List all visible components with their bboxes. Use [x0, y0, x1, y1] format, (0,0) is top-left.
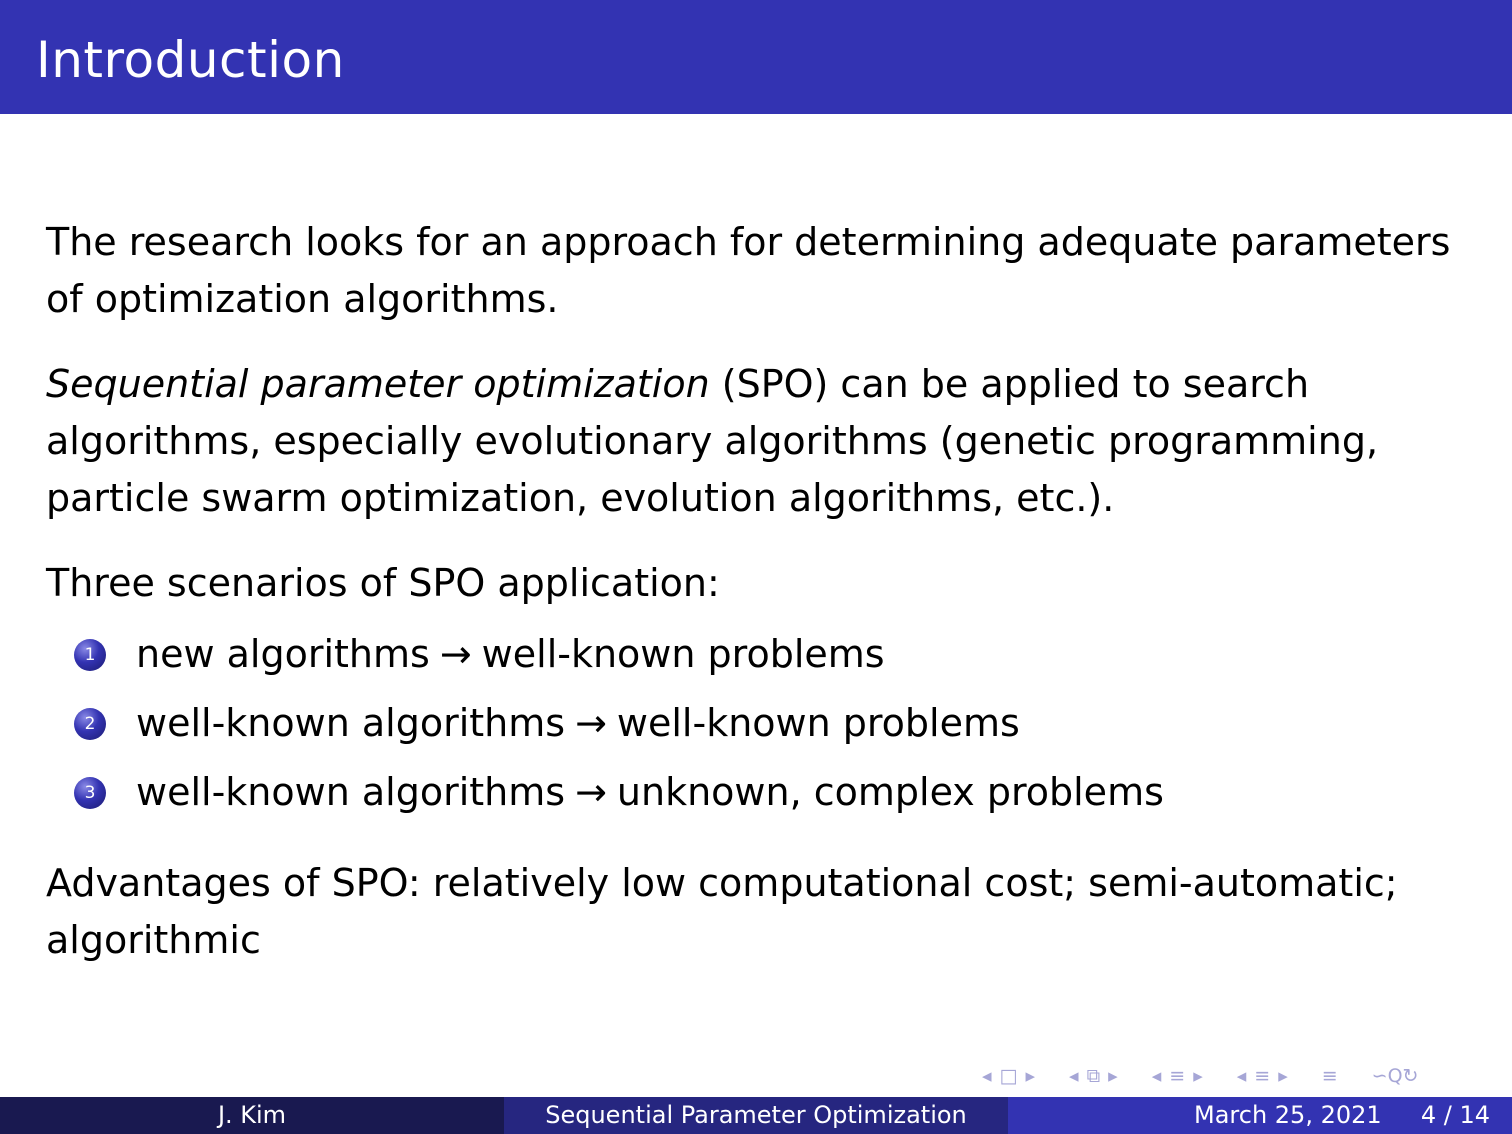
subsection-next-icon[interactable]: ▸ [1108, 1065, 1118, 1087]
subsection2-icon[interactable]: ≡ [1254, 1065, 1271, 1087]
scenario-from: new algorithms [136, 632, 430, 676]
spo-description: (SPO) can be applied to search algorithms, especially evolutionary algorithms (genetic programming, particle swarm optimization, evolution algorithms, etc.). [46, 362, 1379, 520]
right-arrow-icon: → [575, 770, 607, 814]
frame-prev-icon[interactable]: ◂ [982, 1065, 992, 1087]
section-icon[interactable]: ≡ [1169, 1065, 1186, 1087]
footer-page-number: 4 / 14 [1420, 1101, 1490, 1129]
subsection-icon[interactable]: ⧉ [1086, 1065, 1101, 1087]
footer-short-title: Sequential Parameter Optimization [504, 1097, 1008, 1134]
list-item [46, 620, 1476, 689]
paragraph-intro: The research looks for an approach for determining adequate parameters of optimization algorithms. [46, 220, 1451, 321]
subsection2-prev-icon[interactable]: ◂ [1236, 1065, 1247, 1087]
slide-title: Introduction [36, 31, 345, 89]
frame-icon[interactable]: □ [999, 1065, 1018, 1087]
section-next-icon[interactable]: ▸ [1193, 1065, 1203, 1087]
scenario-to: well-known problems [616, 701, 1020, 745]
footer-date: March 25, 2021 [1194, 1101, 1382, 1129]
footer-right [1008, 1097, 1512, 1134]
scenario-to: well-known problems [481, 632, 885, 676]
enumerate-ball-icon: 1 [74, 639, 106, 671]
list-item [46, 758, 1476, 827]
enumerate-ball-icon: 2 [74, 708, 106, 740]
scenario-from: well-known algorithms [136, 701, 566, 745]
section-prev-icon[interactable]: ◂ [1151, 1065, 1162, 1087]
search-back-forward-icon[interactable]: ∽Q↻ [1371, 1065, 1419, 1087]
spo-emphasis: Sequential parameter optimization [46, 362, 710, 406]
right-arrow-icon: → [439, 632, 472, 676]
enumerate-ball-icon: 3 [74, 777, 106, 809]
scenario-from: well-known algorithms [136, 770, 566, 814]
list-item [46, 689, 1476, 758]
document-icon[interactable]: ≡ [1321, 1065, 1338, 1087]
scenario-list [46, 620, 1476, 827]
beamer-navigation-bar [978, 1063, 1498, 1089]
footer-author: J. Kim [0, 1097, 504, 1134]
scenario-to: unknown, complex problems [616, 770, 1164, 814]
paragraph-scenarios-heading: Three scenarios of SPO application: [46, 561, 720, 605]
subsection2-next-icon[interactable]: ▸ [1278, 1065, 1288, 1087]
paragraph-advantages: Advantages of SPO: relatively low computational cost; semi-automatic; algorithmic [46, 861, 1398, 962]
subsection-prev-icon[interactable]: ◂ [1069, 1065, 1079, 1087]
paragraph-spo [46, 356, 1476, 527]
footer [0, 1097, 1512, 1134]
slide-content [46, 214, 1476, 969]
frame-next-icon[interactable]: ▸ [1025, 1065, 1036, 1087]
right-arrow-icon: → [575, 701, 607, 745]
title-bar [0, 0, 1512, 114]
